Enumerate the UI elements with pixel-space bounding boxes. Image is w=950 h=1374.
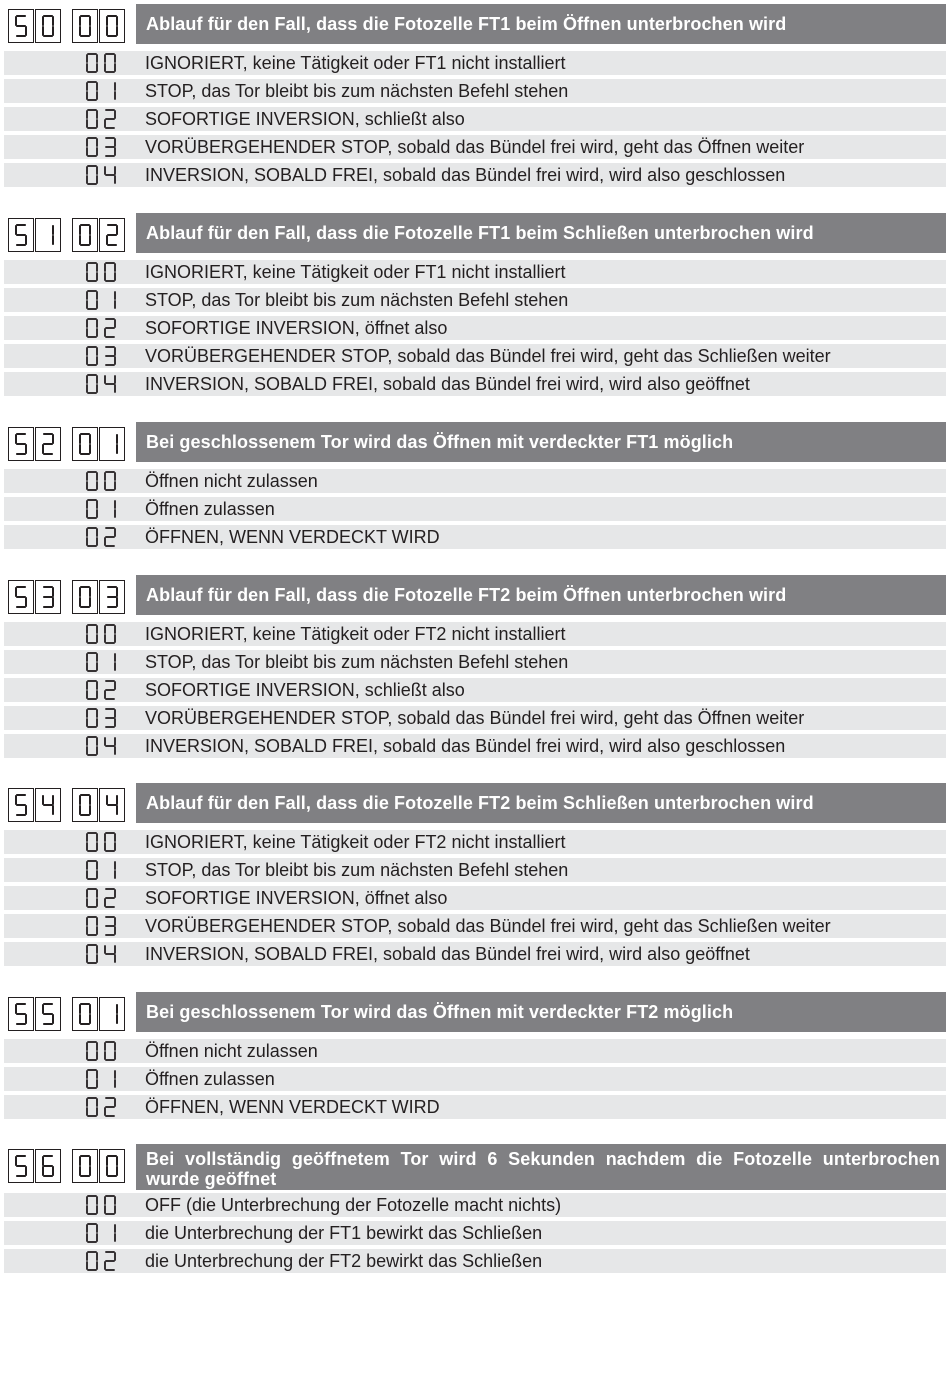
option-value-display [84, 316, 124, 340]
digit-3-glyph [102, 914, 118, 938]
option-description: INVERSION, SOBALD FREI, sobald das Bündel frei wird, wird also geschlossen [145, 165, 786, 185]
parameter-default-display [72, 997, 125, 1031]
option-description: SOFORTIGE INVERSION, schließt also [145, 109, 465, 129]
digit-5-glyph [13, 13, 29, 39]
digit-2-glyph [102, 678, 118, 702]
digit-2-glyph [102, 525, 118, 549]
digit-0-glyph [102, 1193, 118, 1217]
parameter-default-display [72, 9, 125, 43]
option-value-display [84, 1193, 124, 1217]
digit-0-glyph [84, 1193, 100, 1217]
option-description: Öffnen nicht zulassen [145, 471, 318, 491]
option-value-display [84, 372, 124, 396]
option-description: ÖFFNEN, WENN VERDECKT WIRD [145, 1097, 440, 1117]
option-value-display [84, 914, 124, 938]
digit-0-glyph [84, 163, 100, 187]
segment-digit-box [99, 9, 125, 43]
parameter-code-display [8, 580, 126, 614]
segment-digit-box [99, 427, 125, 461]
option-row [4, 1249, 946, 1273]
digit-0-glyph [84, 886, 100, 910]
option-row [4, 288, 946, 312]
digit-0-glyph [84, 858, 100, 882]
digit-0-glyph [84, 525, 100, 549]
digit-3-glyph [102, 344, 118, 368]
section-header [0, 422, 950, 462]
segment-digit-box [35, 9, 61, 43]
option-value-display [84, 1067, 124, 1091]
option-description: OFF (die Unterbrechung der Fotozelle macht nichts) [145, 1195, 562, 1215]
parameter-default-display [72, 218, 125, 252]
option-row [4, 163, 946, 187]
segment-digit-box [35, 218, 61, 252]
option-description: VORÜBERGEHENDER STOP, sobald das Bündel frei wird, geht das Schließen weiter [145, 346, 831, 366]
digit-0-glyph [84, 107, 100, 131]
digit-0-glyph [84, 51, 100, 75]
digit-4-glyph [104, 792, 120, 818]
option-value-display [84, 678, 124, 702]
parameter-default-display [72, 788, 125, 822]
segment-digit-box [35, 997, 61, 1031]
digit-0-glyph [104, 1153, 120, 1179]
digit-2-glyph [102, 316, 118, 340]
digit-0-glyph [84, 622, 100, 646]
segment-digit-box [99, 218, 125, 252]
parameter-number-display [8, 997, 61, 1031]
digit-0-glyph [84, 260, 100, 284]
option-row [4, 622, 946, 646]
digit-4-glyph [102, 372, 118, 396]
option-row [4, 316, 946, 340]
option-description: STOP, das Tor bleibt bis zum nächsten Befehl stehen [145, 290, 569, 310]
segment-digit-box [35, 1149, 61, 1183]
segment-digit-box [72, 1149, 98, 1183]
section-title: Bei geschlossenem Tor wird das Öffnen mit verdeckter FT1 möglich [136, 422, 946, 462]
digit-0-glyph [84, 1095, 100, 1119]
digit-0-glyph [84, 372, 100, 396]
digit-2-glyph [102, 107, 118, 131]
option-description: INVERSION, SOBALD FREI, sobald das Bündel frei wird, wird also geöffnet [145, 944, 750, 964]
digit-5-glyph [13, 792, 29, 818]
section-title: Ablauf für den Fall, dass die Fotozelle FT2 beim Schließen unterbrochen wird [136, 783, 946, 823]
parameter-number-display [8, 1149, 61, 1183]
digit-0-glyph [102, 469, 118, 493]
option-description: SOFORTIGE INVERSION, öffnet also [145, 318, 448, 338]
digit-1-glyph [102, 79, 118, 103]
segment-digit-box [72, 788, 98, 822]
digit-1-glyph [104, 1001, 120, 1027]
option-value-display [84, 734, 124, 758]
option-description: ÖFFNEN, WENN VERDECKT WIRD [145, 527, 440, 547]
digit-0-glyph [84, 135, 100, 159]
option-row [4, 734, 946, 758]
digit-5-glyph [13, 584, 29, 610]
section-title: Ablauf für den Fall, dass die Fotozelle FT2 beim Öffnen unterbrochen wird [136, 575, 946, 615]
digit-0-glyph [84, 1249, 100, 1273]
digit-0-glyph [40, 13, 56, 39]
option-value-display [84, 51, 124, 75]
segment-digit-box [99, 788, 125, 822]
digit-0-glyph [84, 1221, 100, 1245]
section-header [0, 783, 950, 823]
digit-4-glyph [102, 163, 118, 187]
option-row [4, 107, 946, 131]
digit-0-glyph [104, 13, 120, 39]
segment-digit-box [99, 580, 125, 614]
option-row [4, 1095, 946, 1119]
option-description: IGNORIERT, keine Tätigkeit oder FT1 nicht installiert [145, 262, 566, 282]
digit-3-glyph [40, 584, 56, 610]
option-description: INVERSION, SOBALD FREI, sobald das Bündel frei wird, wird also geöffnet [145, 374, 750, 394]
digit-0-glyph [77, 1153, 93, 1179]
digit-0-glyph [84, 497, 100, 521]
digit-0-glyph [84, 830, 100, 854]
option-row [4, 1039, 946, 1063]
segment-digit-box [8, 997, 34, 1031]
digit-0-glyph [102, 1039, 118, 1063]
option-row [4, 51, 946, 75]
digit-2-glyph [102, 886, 118, 910]
option-description: VORÜBERGEHENDER STOP, sobald das Bündel frei wird, geht das Öffnen weiter [145, 708, 805, 728]
digit-0-glyph [77, 584, 93, 610]
digit-3-glyph [102, 135, 118, 159]
option-value-display [84, 1039, 124, 1063]
parameter-number-display [8, 788, 61, 822]
segment-digit-box [8, 9, 34, 43]
segment-digit-box [72, 580, 98, 614]
option-value-display [84, 1249, 124, 1273]
digit-1-glyph [102, 497, 118, 521]
parameter-number-display [8, 580, 61, 614]
option-row [4, 469, 946, 493]
option-value-display [84, 79, 124, 103]
digit-0-glyph [77, 1001, 93, 1027]
option-description: die Unterbrechung der FT1 bewirkt das Schließen [145, 1223, 543, 1243]
option-value-display [84, 135, 124, 159]
option-row [4, 678, 946, 702]
option-description: IGNORIERT, keine Tätigkeit oder FT2 nicht installiert [145, 832, 566, 852]
digit-1-glyph [40, 222, 56, 248]
digit-0-glyph [77, 792, 93, 818]
digit-1-glyph [102, 1221, 118, 1245]
segment-digit-box [72, 997, 98, 1031]
option-value-display [84, 858, 124, 882]
option-value-display [84, 163, 124, 187]
section-title: Bei geschlossenem Tor wird das Öffnen mit verdeckter FT2 möglich [136, 992, 946, 1032]
digit-2-glyph [102, 1095, 118, 1119]
digit-0-glyph [84, 344, 100, 368]
option-row [4, 706, 946, 730]
option-description: Öffnen zulassen [145, 1069, 275, 1089]
segment-digit-box [35, 427, 61, 461]
digit-0-glyph [84, 1067, 100, 1091]
segment-digit-box [8, 218, 34, 252]
segment-digit-box [72, 9, 98, 43]
digit-4-glyph [40, 792, 56, 818]
digit-0-glyph [77, 431, 93, 457]
option-row [4, 1193, 946, 1217]
segment-digit-box [99, 997, 125, 1031]
option-row [4, 914, 946, 938]
digit-0-glyph [77, 222, 93, 248]
option-description: Öffnen nicht zulassen [145, 1041, 318, 1061]
parameter-code-display [8, 9, 126, 43]
option-description: SOFORTIGE INVERSION, öffnet also [145, 888, 448, 908]
option-row [4, 79, 946, 103]
segment-digit-box [8, 427, 34, 461]
digit-0-glyph [84, 79, 100, 103]
option-description: Öffnen zulassen [145, 499, 275, 519]
segment-digit-box [8, 788, 34, 822]
option-row [4, 830, 946, 854]
digit-4-glyph [102, 734, 118, 758]
digit-0-glyph [84, 942, 100, 966]
option-description: STOP, das Tor bleibt bis zum nächsten Befehl stehen [145, 652, 569, 672]
digit-1-glyph [104, 431, 120, 457]
digit-2-glyph [104, 222, 120, 248]
digit-0-glyph [84, 316, 100, 340]
option-row [4, 858, 946, 882]
option-description: STOP, das Tor bleibt bis zum nächsten Befehl stehen [145, 81, 569, 101]
option-value-display [84, 1221, 124, 1245]
option-description: die Unterbrechung der FT2 bewirkt das Schließen [145, 1251, 543, 1271]
segment-digit-box [35, 580, 61, 614]
section-title: Ablauf für den Fall, dass die Fotozelle FT1 beim Schließen unterbrochen wird [136, 213, 946, 253]
section-header [0, 4, 950, 44]
digit-0-glyph [102, 51, 118, 75]
option-description: IGNORIERT, keine Tätigkeit oder FT2 nicht installiert [145, 624, 566, 644]
segment-digit-box [8, 580, 34, 614]
option-row [4, 372, 946, 396]
digit-0-glyph [84, 1039, 100, 1063]
digit-5-glyph [13, 1001, 29, 1027]
digit-0-glyph [84, 914, 100, 938]
option-description: SOFORTIGE INVERSION, schließt also [145, 680, 465, 700]
section-header [0, 575, 950, 615]
parameter-code-display [8, 788, 126, 822]
digit-0-glyph [84, 469, 100, 493]
segment-digit-box [35, 788, 61, 822]
digit-5-glyph [13, 1153, 29, 1179]
option-description: STOP, das Tor bleibt bis zum nächsten Befehl stehen [145, 860, 569, 880]
option-value-display [84, 288, 124, 312]
option-value-display [84, 497, 124, 521]
option-description: VORÜBERGEHENDER STOP, sobald das Bündel frei wird, geht das Schließen weiter [145, 916, 831, 936]
parameter-code-display [8, 427, 126, 461]
option-value-display [84, 260, 124, 284]
option-value-display [84, 886, 124, 910]
digit-1-glyph [102, 288, 118, 312]
digit-6-glyph [40, 1153, 56, 1179]
segment-digit-box [72, 218, 98, 252]
section-title: Bei vollständig geöffnetem Tor wird 6 Sekunden nachdem die Fotozelle unterbrochen wurde geöffnet [136, 1144, 946, 1190]
parameter-number-display [8, 427, 61, 461]
parameter-code-display [8, 997, 126, 1031]
option-description: IGNORIERT, keine Tätigkeit oder FT1 nicht installiert [145, 53, 566, 73]
section-title: Ablauf für den Fall, dass die Fotozelle FT1 beim Öffnen unterbrochen wird [136, 4, 946, 44]
option-value-display [84, 344, 124, 368]
parameter-code-display [8, 1149, 126, 1183]
parameter-number-display [8, 9, 61, 43]
digit-2-glyph [102, 1249, 118, 1273]
digit-3-glyph [104, 584, 120, 610]
section-header [0, 992, 950, 1032]
digit-5-glyph [40, 1001, 56, 1027]
digit-5-glyph [13, 431, 29, 457]
option-row [4, 497, 946, 521]
digit-0-glyph [102, 830, 118, 854]
option-value-display [84, 1095, 124, 1119]
digit-0-glyph [84, 678, 100, 702]
parameter-code-display [8, 218, 126, 252]
option-row [4, 135, 946, 159]
digit-1-glyph [102, 1067, 118, 1091]
option-row [4, 1067, 946, 1091]
digit-5-glyph [13, 222, 29, 248]
option-row [4, 650, 946, 674]
section-header [0, 1144, 950, 1189]
digit-0-glyph [77, 13, 93, 39]
digit-1-glyph [102, 650, 118, 674]
option-value-display [84, 650, 124, 674]
digit-2-glyph [40, 431, 56, 457]
option-description: VORÜBERGEHENDER STOP, sobald das Bündel frei wird, geht das Öffnen weiter [145, 137, 805, 157]
parameter-number-display [8, 218, 61, 252]
digit-0-glyph [84, 650, 100, 674]
digit-3-glyph [102, 706, 118, 730]
option-value-display [84, 525, 124, 549]
segment-digit-box [99, 1149, 125, 1183]
digit-4-glyph [102, 942, 118, 966]
option-value-display [84, 622, 124, 646]
option-value-display [84, 107, 124, 131]
option-description: INVERSION, SOBALD FREI, sobald das Bündel frei wird, wird also geschlossen [145, 736, 786, 756]
segment-digit-box [8, 1149, 34, 1183]
option-value-display [84, 706, 124, 730]
option-value-display [84, 469, 124, 493]
digit-0-glyph [102, 622, 118, 646]
option-row [4, 1221, 946, 1245]
option-row [4, 260, 946, 284]
option-row [4, 886, 946, 910]
parameter-default-display [72, 427, 125, 461]
option-value-display [84, 942, 124, 966]
parameter-default-display [72, 1149, 125, 1183]
digit-0-glyph [84, 706, 100, 730]
option-row [4, 344, 946, 368]
digit-0-glyph [84, 288, 100, 312]
parameter-default-display [72, 580, 125, 614]
digit-1-glyph [102, 858, 118, 882]
digit-0-glyph [84, 734, 100, 758]
option-value-display [84, 830, 124, 854]
option-row [4, 942, 946, 966]
segment-digit-box [72, 427, 98, 461]
digit-0-glyph [102, 260, 118, 284]
option-row [4, 525, 946, 549]
section-header [0, 213, 950, 253]
